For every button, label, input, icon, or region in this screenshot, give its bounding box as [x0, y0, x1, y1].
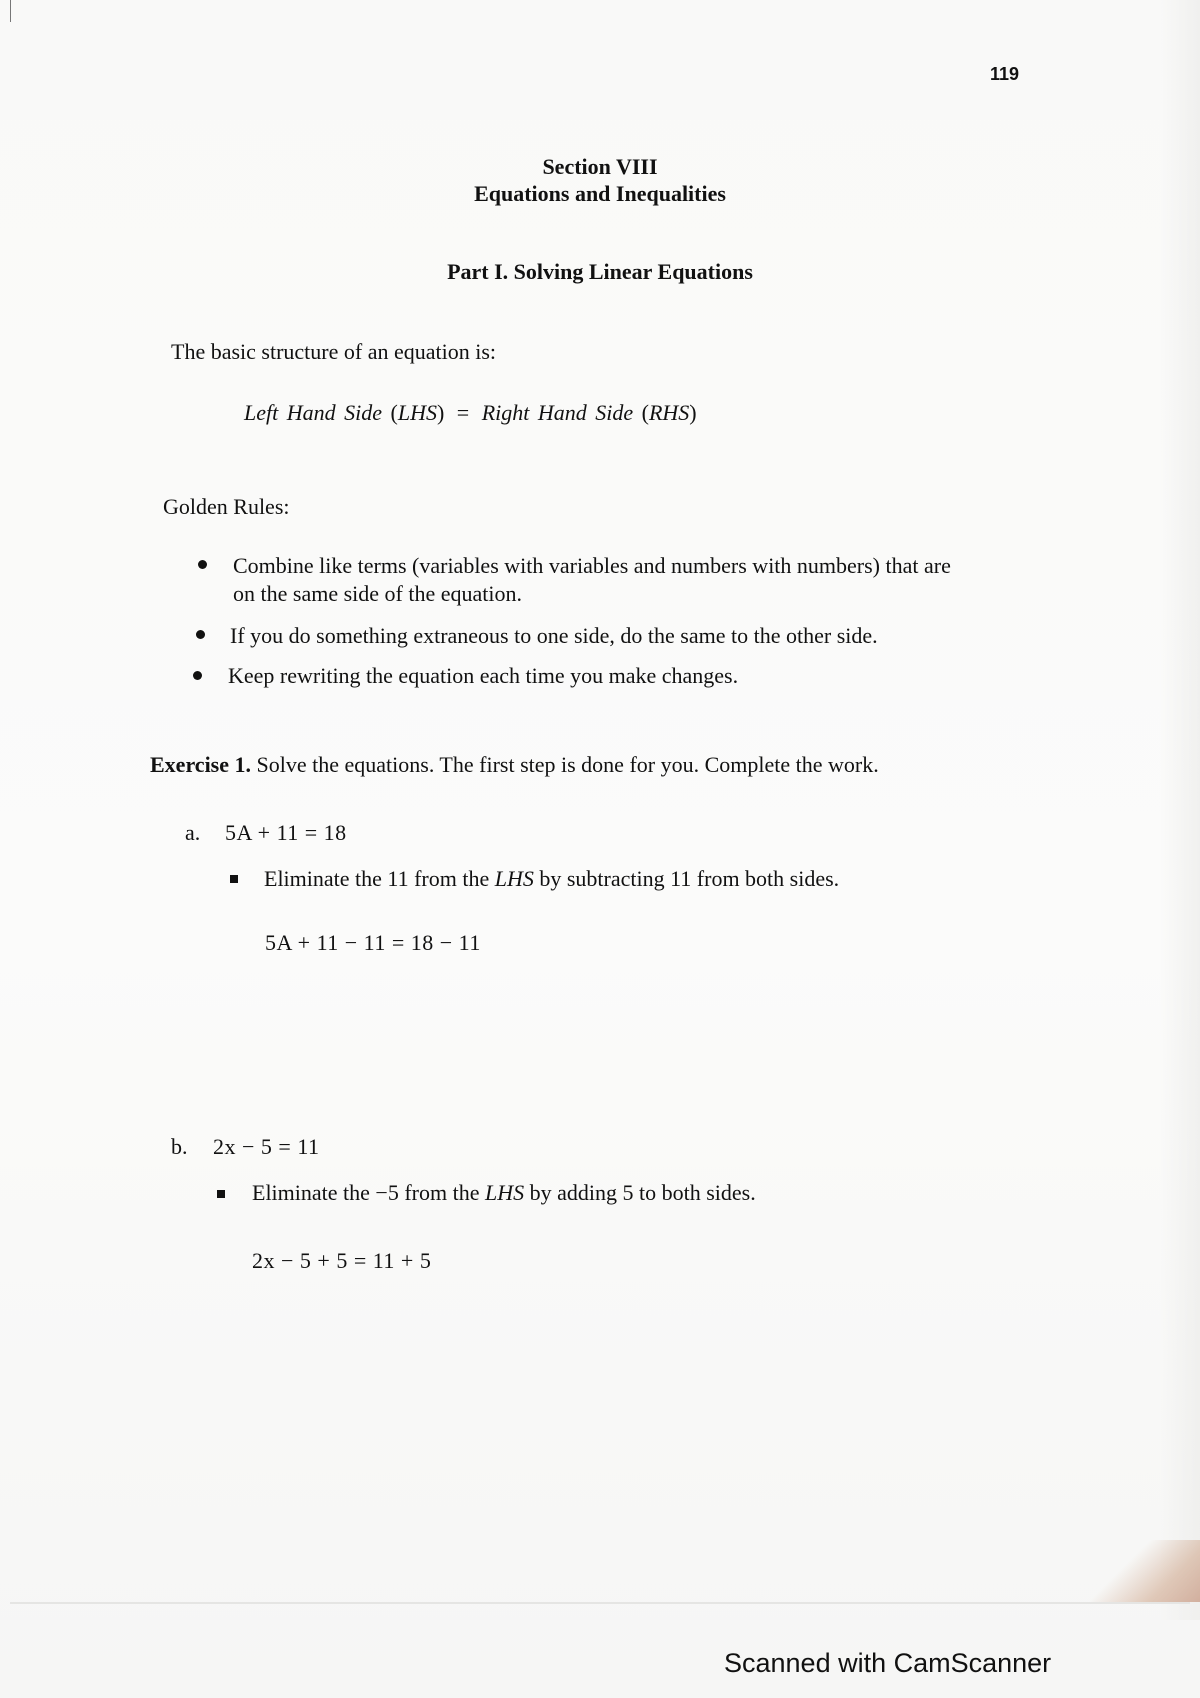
- golden-rule-item: [230, 622, 878, 650]
- problem-label: a.: [185, 820, 201, 845]
- problem-equation: 2x − 5 = 11: [213, 1134, 320, 1159]
- page-bottom-edge: [10, 1602, 1190, 1604]
- problem-work: 5A + 11 − 11 = 18 − 11: [265, 930, 481, 955]
- golden-rule-line: Keep rewriting the equation each time you make changes.: [228, 663, 739, 688]
- step-lhs: LHS: [494, 866, 534, 891]
- step-text: Eliminate the −5 from the: [252, 1180, 485, 1205]
- intro-text: The basic structure of an equation is:: [171, 339, 497, 364]
- step-text: by adding 5 to both sides.: [524, 1180, 756, 1205]
- step-text: Eliminate the 11 from the: [264, 866, 495, 891]
- problem-step: [252, 1180, 756, 1206]
- part-title: Part I. Solving Linear Equations: [447, 259, 753, 284]
- problem-equation: 5A + 11 = 18: [225, 820, 347, 845]
- step-lhs: LHS: [484, 1180, 525, 1205]
- golden-rule-item: [233, 552, 951, 608]
- problem-step: [264, 866, 839, 892]
- section-title: Section VIII: [542, 154, 658, 179]
- step-text: by subtracting 11 from both sides.: [533, 866, 840, 891]
- bullet-dot-icon: [193, 671, 202, 680]
- problem-label: b.: [171, 1134, 188, 1159]
- lhs-abbr: LHS: [397, 400, 437, 425]
- page-number: 119: [990, 64, 1020, 84]
- golden-rule-line: Combine like terms (variables with variables and numbers with numbers) that are: [233, 553, 951, 578]
- section-subtitle: Equations and Inequalities: [474, 181, 726, 206]
- square-bullet-icon: [217, 1190, 225, 1198]
- scan-edge-mark: [10, 0, 11, 22]
- golden-rule-line: on the same side of the equation.: [233, 581, 522, 606]
- equals-sign: =: [456, 400, 470, 425]
- golden-rule-item: [228, 662, 738, 690]
- golden-rules-title: Golden Rules:: [163, 494, 290, 519]
- scanner-watermark: Scanned with CamScanner: [724, 1648, 1052, 1678]
- page-shadow: [1160, 0, 1200, 1620]
- page-corner-fold: [1090, 1540, 1200, 1602]
- equation-structure: Left Hand Side (LHS) = Right Hand Side (RHS): [244, 400, 697, 425]
- bullet-dot-icon: [198, 560, 207, 569]
- problem-work: 2x − 5 + 5 = 11 + 5: [252, 1248, 432, 1273]
- golden-rule-line: If you do something extraneous to one side, do the same to the other side.: [230, 623, 878, 648]
- rhs-label: Right Hand Side: [481, 400, 634, 425]
- exercise-label: Exercise 1.: [150, 752, 252, 777]
- square-bullet-icon: [230, 875, 238, 883]
- exercise-instructions: Solve the equations. The first step is done for you. Complete the work.: [256, 752, 879, 777]
- bullet-dot-icon: [196, 630, 205, 639]
- exercise-heading: [150, 752, 879, 778]
- rhs-abbr: RHS: [648, 400, 690, 425]
- lhs-label: Left Hand Side: [244, 400, 382, 425]
